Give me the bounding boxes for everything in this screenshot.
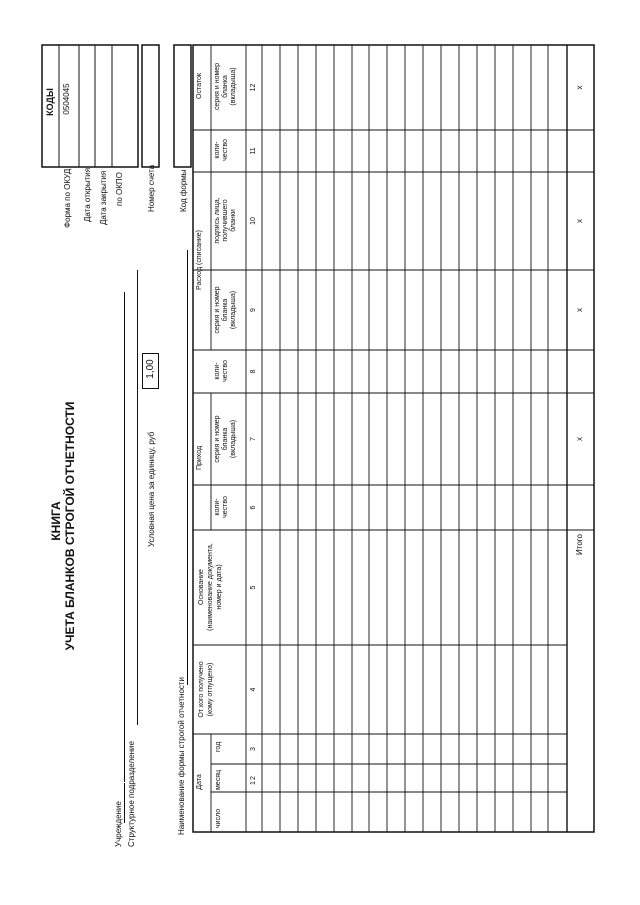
col-number-10: 10 xyxy=(250,217,257,225)
col-number-5: 5 xyxy=(250,585,257,590)
col-income-qty-2: чество xyxy=(222,496,229,518)
open-date-label: Дата открытия xyxy=(83,167,92,222)
group-expense: Расход (списание) xyxy=(196,230,203,290)
col-expense-series-3: (вкладыша) xyxy=(230,290,237,330)
total-mark-col7: x xyxy=(575,437,584,441)
division-label: Структурное подразделение xyxy=(127,741,136,847)
col-number-4: 4 xyxy=(250,687,257,692)
col-number-6: 6 xyxy=(250,505,257,510)
col-balance-series-1: серия и номер xyxy=(214,62,221,111)
col-income-series-3: (вкладыша) xyxy=(230,419,237,459)
col-number-7: 7 xyxy=(250,437,257,441)
group-income: Приход xyxy=(196,445,203,471)
col-from-1: От кого получено xyxy=(198,661,205,718)
book-title: КНИГА xyxy=(49,501,63,541)
col-number-2: 2 xyxy=(250,776,257,780)
col-balance-series-2: бланка xyxy=(222,75,229,98)
col-from-2: (кому отпущено) xyxy=(207,662,214,717)
unit-price-label: Условная цена за единицу, руб xyxy=(147,431,156,547)
total-mark-col12: x xyxy=(575,85,584,90)
col-number-12: 12 xyxy=(250,83,257,92)
col-basis-2: (наименование документа, xyxy=(207,543,214,631)
unit-price-value: 1,00 xyxy=(145,359,156,379)
col-number-1: 1 xyxy=(250,781,257,785)
col-number-8: 8 xyxy=(250,369,257,374)
col-expense-series-2: бланка xyxy=(222,298,229,322)
col-day: число xyxy=(215,808,222,828)
col-number-3: 3 xyxy=(250,747,257,751)
institution-label: Учреждение xyxy=(114,801,123,847)
col-signature-1: подпись лица, xyxy=(214,197,221,244)
okud-code-value: 0504045 xyxy=(62,83,71,115)
col-number-11: 11 xyxy=(250,147,257,155)
col-year: год xyxy=(215,741,222,752)
col-expense-series-1: серия и номер xyxy=(214,286,221,334)
okpo-label: по ОКПО xyxy=(115,172,124,206)
col-expense-qty-2: чество xyxy=(222,360,229,382)
col-income-qty-1: коли- xyxy=(214,498,221,516)
col-basis-1: Основание xyxy=(198,569,205,605)
account-number-label: Номер счета xyxy=(147,164,156,212)
col-signature-3: бланки xyxy=(230,209,237,232)
col-expense-qty-1: коли- xyxy=(214,362,221,380)
group-date: Дата xyxy=(196,774,203,790)
col-balance-qty-2: чество xyxy=(222,139,229,161)
col-balance-qty-1: коли- xyxy=(214,141,221,159)
col-number-9: 9 xyxy=(250,308,257,312)
okud-label: Форма по ОКУД xyxy=(63,168,72,228)
col-income-series-2: бланка xyxy=(222,427,229,451)
total-mark-col9: x xyxy=(575,308,584,312)
book-subtitle: УЧЕТА БЛАНКОВ СТРОГОЙ ОТЧЕТНОСТИ xyxy=(63,401,77,651)
group-balance: Остаток xyxy=(196,73,203,99)
col-balance-series-3: (вкладыша) xyxy=(230,67,237,106)
col-basis-3: номер и дата) xyxy=(216,564,223,610)
col-month: месяц xyxy=(215,769,222,790)
col-signature-2: получившего xyxy=(222,199,229,242)
col-income-series-1: серия и номер xyxy=(214,415,221,463)
form-code-label: Код формы xyxy=(179,169,188,212)
close-date-label: Дата закрытия xyxy=(99,170,108,225)
total-mark-col10: x xyxy=(575,219,584,223)
form-name-label: Наименование формы строгой отчетности xyxy=(177,676,186,835)
codes-header: КОДЫ xyxy=(45,88,55,116)
total-label: Итого xyxy=(575,534,584,555)
